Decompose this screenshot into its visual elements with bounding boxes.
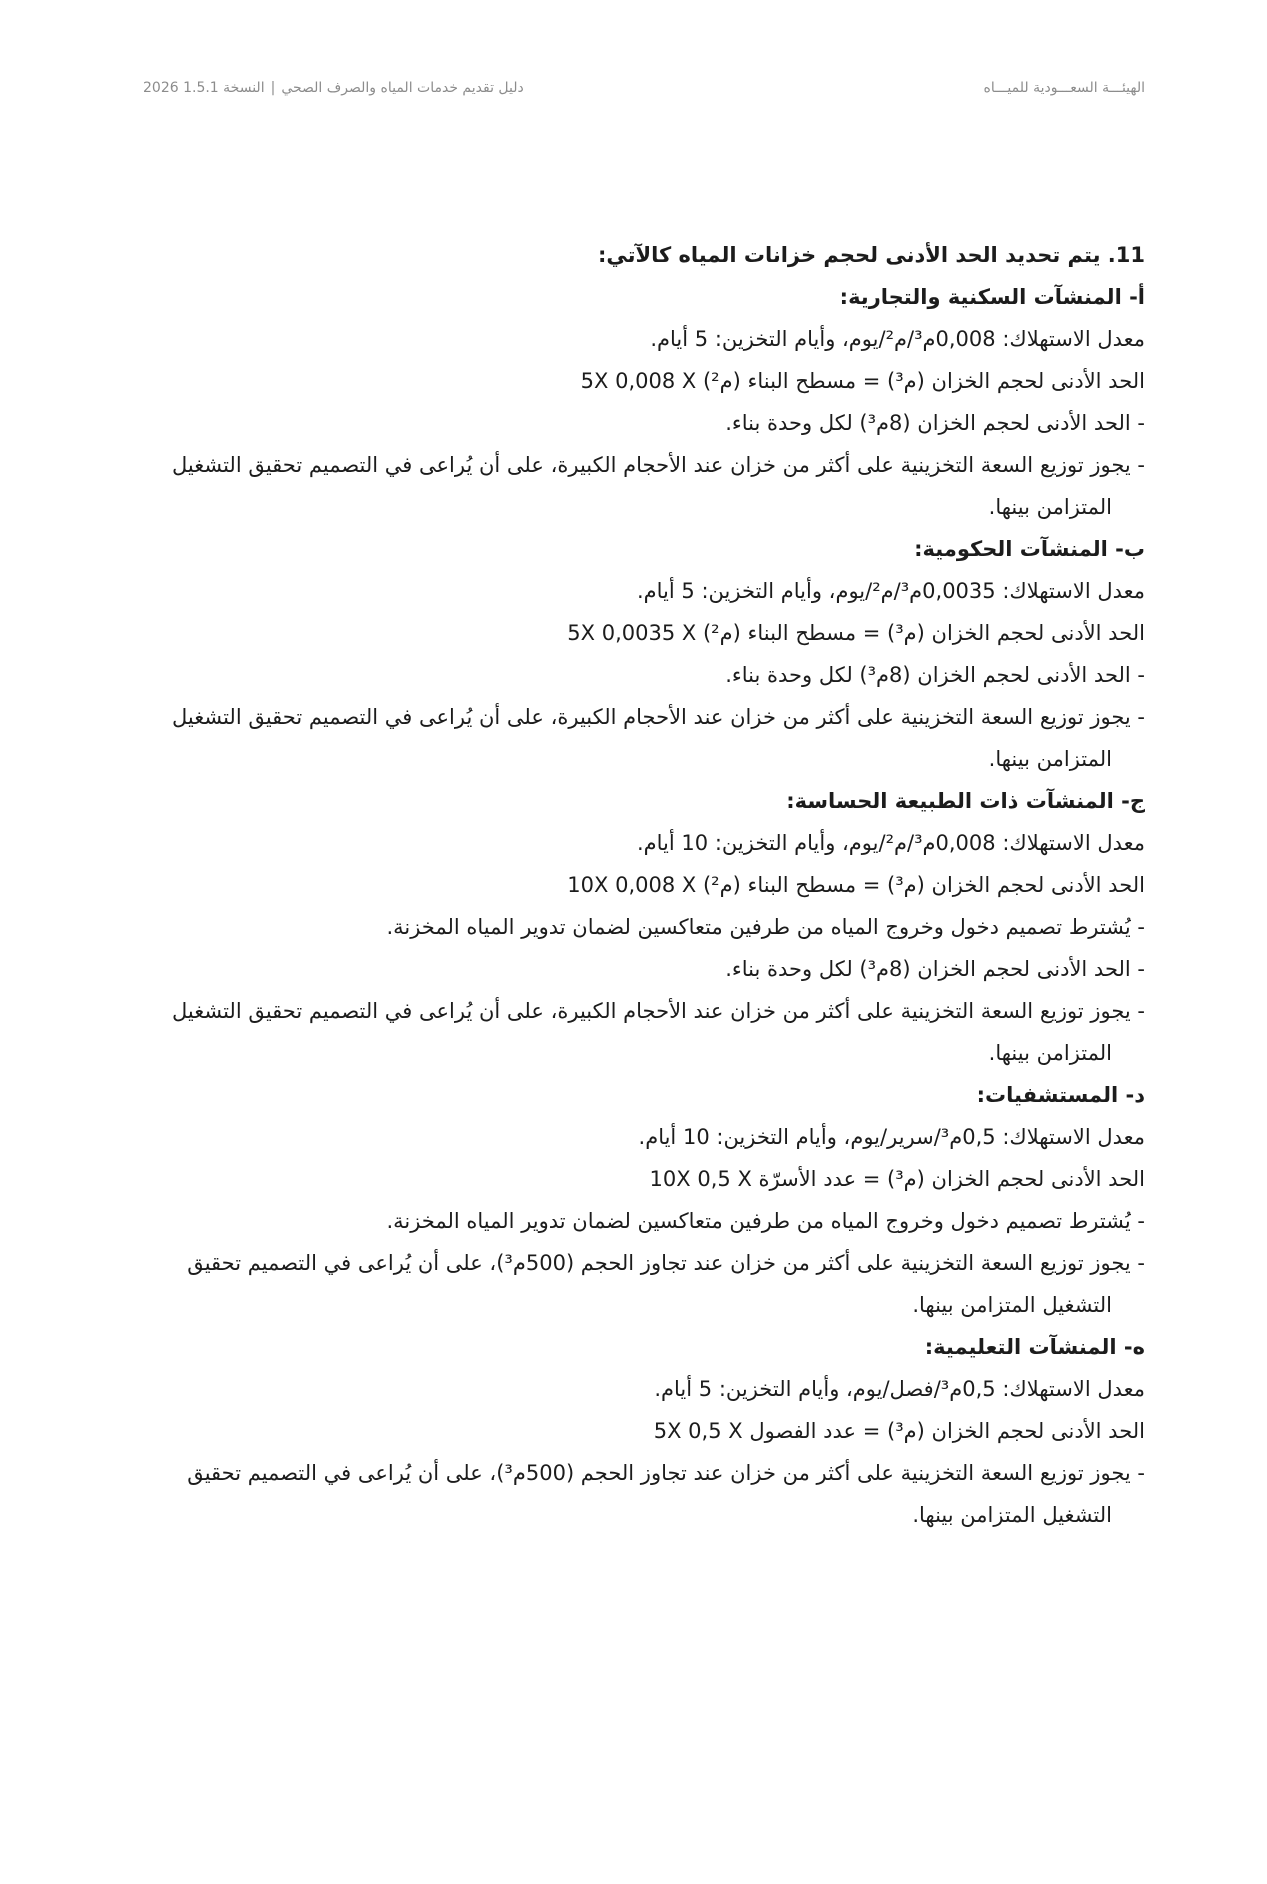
note-item: - يجوز توزيع السعة التخزينية على أكثر من خزان عند تجاوز الحجم (500م³)، على أن يُراعى في التصميم تحقيق التشغيل المتزامن بينها. [187, 1461, 1145, 1527]
note-item: - يجوز توزيع السعة التخزينية على أكثر من خزان عند الأحجام الكبيرة، على أن يُراعى في التصميم تحقيق التشغيل المتزامن بينها. [171, 999, 1145, 1065]
consumption-rate-line: معدل الاستهلاك: 0,008م³/م²/يوم، وأيام التخزين: 5 أيام. [650, 327, 1145, 351]
note-item: - الحد الأدنى لحجم الخزان (8م³) لكل وحدة بناء. [725, 663, 1145, 687]
group-residential-commercial [123, 276, 1145, 528]
section-title: 11. يتم تحديد الحد الأدنى لحجم خزانات المياه كالآتي: [597, 243, 1145, 267]
group-educational [123, 1326, 1145, 1536]
consumption-rate-line: معدل الاستهلاك: 0,008م³/م²/يوم، وأيام التخزين: 10 أيام. [636, 831, 1145, 855]
document-body [123, 234, 1145, 1536]
header-document-info [143, 76, 524, 100]
group-heading: ه- المنشآت التعليمية: [924, 1335, 1145, 1359]
header-separator: | [270, 80, 276, 96]
group-heading: ج- المنشآت ذات الطبيعة الحساسة: [786, 789, 1145, 813]
group-heading: أ- المنشآت السكنية والتجارية: [839, 285, 1145, 309]
note-item: - يجوز توزيع السعة التخزينية على أكثر من خزان عند الأحجام الكبيرة، على أن يُراعى في التصميم تحقيق التشغيل المتزامن بينها. [171, 453, 1145, 519]
note-item: - يجوز توزيع السعة التخزينية على أكثر من خزان عند تجاوز الحجم (500م³)، على أن يُراعى في التصميم تحقيق التشغيل المتزامن بينها. [187, 1251, 1145, 1317]
header-org-name: الهيئـــة السعـــودية للميـــاه [983, 80, 1145, 96]
group-hospitals [123, 1074, 1145, 1326]
consumption-rate-line: معدل الاستهلاك: 0,5م³/سرير/يوم، وأيام التخزين: 10 أيام. [638, 1125, 1145, 1149]
group-sensitive-facilities [123, 780, 1145, 1074]
tank-volume-formula: الحد الأدنى لحجم الخزان (م³) = مسطح البناء (م²) X‏ 0,008 X‏10 [567, 873, 1145, 897]
tank-volume-formula: الحد الأدنى لحجم الخزان (م³) = مسطح البناء (م²) X‏ 0,008 X‏5 [580, 369, 1145, 393]
tank-volume-formula: الحد الأدنى لحجم الخزان (م³) = عدد الأسرّة X‏ 0,5 X‏10 [649, 1167, 1145, 1191]
tank-volume-formula: الحد الأدنى لحجم الخزان (م³) = عدد الفصول X‏ 0,5 X‏5 [653, 1419, 1145, 1443]
note-item: - يجوز توزيع السعة التخزينية على أكثر من خزان عند الأحجام الكبيرة، على أن يُراعى في التصميم تحقيق التشغيل المتزامن بينها. [171, 705, 1145, 771]
header-doc-version: النسخة 1.5.1 2026 [143, 80, 265, 96]
tank-volume-formula: الحد الأدنى لحجم الخزان (م³) = مسطح البناء (م²) X‏ 0,0035 X‏5 [567, 621, 1145, 645]
note-item: - الحد الأدنى لحجم الخزان (8م³) لكل وحدة بناء. [725, 957, 1145, 981]
header-doc-title: دليل تقديم خدمات المياه والصرف الصحي [281, 80, 524, 96]
group-government [123, 528, 1145, 780]
note-item: - يُشترط تصميم دخول وخروج المياه من طرفين متعاكسين لضمان تدوير المياه المخزنة. [386, 915, 1145, 939]
consumption-rate-line: معدل الاستهلاك: 0,5م³/فصل/يوم، وأيام التخزين: 5 أيام. [654, 1377, 1145, 1401]
group-heading: د- المستشفيات: [976, 1083, 1145, 1107]
group-heading: ب- المنشآت الحكومية: [914, 537, 1145, 561]
note-item: - يُشترط تصميم دخول وخروج المياه من طرفين متعاكسين لضمان تدوير المياه المخزنة. [386, 1209, 1145, 1233]
consumption-rate-line: معدل الاستهلاك: 0,0035م³/م²/يوم، وأيام التخزين: 5 أيام. [636, 579, 1145, 603]
note-item: - الحد الأدنى لحجم الخزان (8م³) لكل وحدة بناء. [725, 411, 1145, 435]
